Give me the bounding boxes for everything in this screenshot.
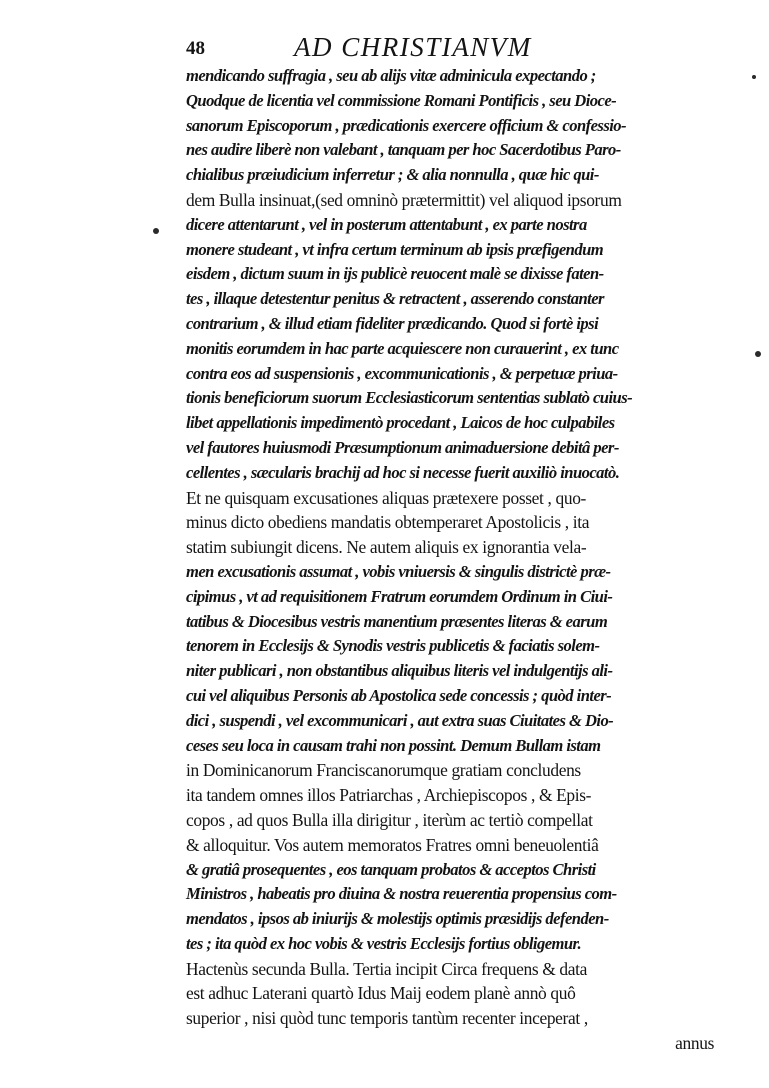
text-line: Et ne quisquam excusationes aliquas prætexere posset , quo-	[186, 487, 587, 508]
body-text	[186, 64, 714, 1056]
text-line: tionis beneficiorum suorum Ecclesiasticorum sententias sublatò cuius-	[186, 388, 633, 408]
text-line: ita tandem omnes illos Patriarchas , Archiepiscopos , & Epis-	[186, 785, 592, 806]
text-line: sanorum Episcoporum , prædicationis exercere officium & confessio-	[186, 115, 627, 135]
book-page	[186, 30, 714, 1070]
text-line: dicere attentarunt , vel in posterum attentabunt , ex parte nostra	[186, 214, 587, 234]
text-line: cipimus , vt ad requisitionem Fratrum eorumdem Ordinum in Ciui-	[186, 586, 613, 606]
running-title: AD CHRISTIANVM	[294, 32, 532, 62]
text-line: libet appellationis impedimentò procedant , Laicos de hoc culpabiles	[186, 413, 615, 433]
text-line: Ministros , habeatis pro diuina & nostra reuerentia propensius com-	[186, 884, 617, 904]
text-line: cellentes , sæcularis brachij ad hoc si necesse fuerit auxiliò inuocatò.	[186, 462, 620, 482]
text-line: est adhuc Laterani quartò Idus Maij eodem planè annò quô	[186, 983, 576, 1004]
text-line: statim subiungit dicens. Ne autem aliquis ex ignorantia vela-	[186, 537, 587, 558]
text-line: & alloquitur. Vos autem memoratos Fratres omni beneuolentiâ	[186, 834, 599, 855]
ink-dot	[153, 228, 159, 234]
text-line: Quodque de licentia vel commissione Romani Pontificis , seu Dioce-	[186, 90, 617, 110]
text-line: minus dicto obediens mandatis obtemperaret Apostolicis , ita	[186, 512, 590, 533]
text-line: cui vel aliquibus Personis ab Apostolica sede concessis ; quòd inter-	[186, 685, 612, 705]
text-line: nes audire liberè non valebant , tanquam per hoc Sacerdotibus Paro-	[186, 140, 621, 160]
text-line: mendicando suffragia , seu ab alijs vitæ adminicula expectando ;	[186, 66, 596, 85]
text-line: chialibus præiudicium inferretur ; & alia nonnulla , quæ hic qui-	[186, 165, 599, 185]
text-line: & gratiâ prosequentes , eos tanquam probatos & acceptos Christi	[186, 859, 596, 879]
text-line: tatibus & Diocesibus vestris manentium præsentes literas & earum	[186, 611, 608, 631]
text-line: niter publicari , non obstantibus aliquibus literis vel indulgentijs ali-	[186, 661, 613, 681]
text-line: annus	[675, 1033, 714, 1054]
page-number: 48	[186, 38, 205, 59]
text-line: superior , nisi quòd tunc temporis tantùm recenter inceperat ,	[186, 1008, 588, 1029]
text-line: eisdem , dictum suum in ijs publicè reuocent malè se dixisse faten-	[186, 264, 604, 284]
text-line: vel fautores huiusmodi Præsumptionum animaduersione debitâ per-	[186, 437, 619, 457]
text-line: ceses seu loca in causam trahi non possint. Demum Bullam istam	[186, 735, 601, 755]
text-line: tes , illaque detestentur penitus & retractent , asserendo constanter	[186, 289, 604, 309]
ink-dot	[752, 75, 756, 79]
ink-dot	[755, 351, 761, 357]
text-line: monitis eorumdem in hac parte acquiescere non curauerint , ex tunc	[186, 338, 619, 358]
text-line: contrarium , & illud etiam fideliter prædicando. Quod si fortè ipsi	[186, 313, 599, 333]
text-line: copos , ad quos Bulla illa dirigitur , iterùm ac tertiò compellat	[186, 809, 593, 830]
text-line: Hactenùs secunda Bulla. Tertia incipit Circa frequens & data	[186, 958, 587, 979]
text-line: monere studeant , vt infra certum terminum ab ipsis præfigendum	[186, 239, 604, 259]
text-line: dici , suspendi , vel excommunicari , aut extra suas Ciuitates & Dio-	[186, 710, 614, 730]
text-line: mendatos , ipsos ab iniurijs & molestijs optimis præsidijs defenden-	[186, 909, 609, 929]
text-line: dem Bulla insinuat,(sed omninò prætermittit) vel aliquod ipsorum	[186, 189, 622, 210]
text-line: contra eos ad suspensionis , excommunicationis , & perpetuæ priua-	[186, 363, 618, 383]
text-line: tes ; ita quòd ex hoc vobis & vestris Ecclesijs fortius obligemur.	[186, 933, 582, 953]
text-line: tenorem in Ecclesijs & Synodis vestris publicetis & faciatis solem-	[186, 636, 600, 656]
text-line: men excusationis assumat , vobis vniuersis & singulis districtè præ-	[186, 561, 611, 581]
text-line: in Dominicanorum Franciscanorumque gratiam concludens	[186, 760, 581, 781]
